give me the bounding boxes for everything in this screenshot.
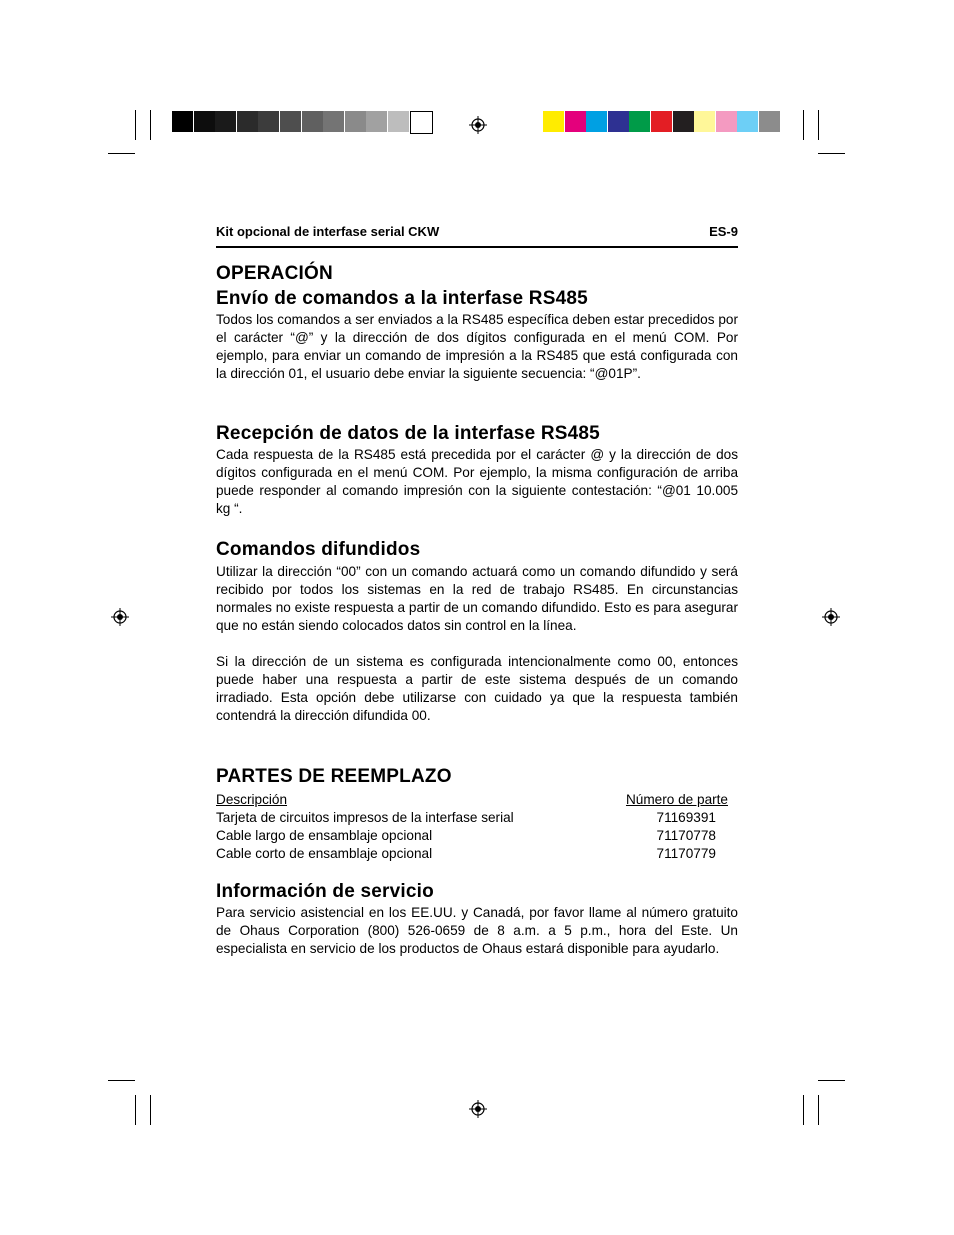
- registration-mark-icon: [469, 1100, 487, 1118]
- paragraph: Todos los comandos a ser enviados a la RS485 específica deben estar precedidos por el carácter “@” y la dirección de dos dígitos configurada en el menú COM. Por ejemplo, para enviar un comando de impresión a la RS485 que está configurada con la dirección 01, el usuario debe enviar la siguiente secuencia: “@01P”.: [216, 312, 738, 381]
- header-rule: [216, 246, 738, 248]
- crop-mark: [108, 153, 135, 154]
- crop-mark: [818, 110, 819, 140]
- color-swatch: [737, 111, 758, 132]
- color-swatch: [388, 111, 409, 132]
- color-swatch: [759, 111, 780, 132]
- crop-mark: [818, 1080, 845, 1081]
- crop-mark: [135, 110, 136, 140]
- section-heading: Envío de comandos a la interfase RS485: [216, 288, 588, 309]
- color-swatch: [194, 111, 215, 132]
- paragraph: Utilizar la dirección “00” con un comando actuará como un comando difundido y será recibido por todos los sistemas en la red de trabajo RS485. En circunstancias normales no existe respuesta a partir de un comando difundido. Esto es para asegurar que no están siendo colocados datos sin control en la línea.: [216, 564, 738, 633]
- table-row: [216, 827, 738, 845]
- crop-mark: [818, 153, 845, 154]
- paragraph: Cada respuesta de la RS485 está precedida por el carácter @ y la dirección de dos dígitos configurada en el menú COM. Por ejemplo, la misma configuración de arriba puede responder al comando impresión con la siguiente contestación: “@01 10.005 kg “.: [216, 447, 738, 516]
- crop-mark: [818, 1095, 819, 1125]
- crop-mark: [150, 1095, 151, 1125]
- crop-mark: [803, 110, 804, 140]
- table-row: [216, 809, 738, 827]
- paragraph: Para servicio asistencial en los EE.UU. y Canadá, por favor llame al número gratuito de Ohaus Corporation (800) 526-0659 de 8 a.m. a 5 p.m., hora del Este. Un especialista en servicio de los productos de Ohaus estará disponible para ayudarlo.: [216, 905, 738, 956]
- color-swatch: [237, 111, 258, 132]
- color-swatch: [172, 111, 193, 132]
- part-description: Cable largo de ensamblaje opcional: [216, 828, 433, 843]
- section-heading: Recepción de datos de la interfase RS485: [216, 423, 600, 444]
- page-number: ES-9: [709, 224, 738, 239]
- color-swatch: [651, 111, 672, 132]
- color-swatch: [608, 111, 629, 132]
- header-title: Kit opcional de interfase serial CKW: [216, 224, 440, 239]
- section-heading: PARTES DE REEMPLAZO: [216, 766, 452, 787]
- parts-table: [216, 791, 738, 863]
- color-swatch: [410, 111, 433, 134]
- color-swatch: [543, 111, 564, 132]
- column-header-part-number: Número de parte: [625, 792, 728, 807]
- color-swatch: [258, 111, 279, 132]
- crop-mark: [150, 110, 151, 140]
- color-swatch: [629, 111, 650, 132]
- table-row: [216, 845, 738, 863]
- color-swatch: [565, 111, 586, 132]
- color-swatch: [673, 111, 694, 132]
- section-body: [216, 446, 738, 518]
- color-swatch: [215, 111, 236, 132]
- running-header: [216, 224, 738, 239]
- part-number: 71169391: [656, 810, 716, 825]
- color-swatch: [586, 111, 607, 132]
- color-swatch: [694, 111, 715, 132]
- section-heading: Comandos difundidos: [216, 539, 421, 560]
- color-swatch: [323, 111, 344, 132]
- section-body: [216, 904, 738, 958]
- crop-mark: [803, 1095, 804, 1125]
- section-body: [216, 563, 738, 725]
- part-description: Cable corto de ensamblaje opcional: [216, 846, 433, 861]
- color-swatch: [280, 111, 301, 132]
- column-header-description: Descripción: [216, 792, 288, 807]
- registration-mark-icon: [822, 608, 840, 626]
- color-swatch: [302, 111, 323, 132]
- color-swatch: [366, 111, 387, 132]
- part-description: Tarjeta de circuitos impresos de la interfase serial: [216, 810, 514, 825]
- section-body: [216, 311, 738, 383]
- crop-mark: [108, 1080, 135, 1081]
- part-number: 71170779: [656, 846, 716, 861]
- color-swatch: [716, 111, 737, 132]
- section-heading: Información de servicio: [216, 881, 434, 902]
- section-heading: OPERACIÓN: [216, 263, 333, 284]
- color-swatch: [345, 111, 366, 132]
- parts-header-row: [216, 791, 738, 809]
- part-number: 71170778: [656, 828, 716, 843]
- crop-mark: [135, 1095, 136, 1125]
- registration-mark-icon: [469, 116, 487, 134]
- paragraph: Si la dirección de un sistema es configurada intencionalmente como 00, entonces puede haber una respuesta a partir de este sistema después de un comando irradiado. Esta opción debe utilizarse con cuidado ya que la respuesta también contendrá la dirección difundida 00.: [216, 654, 738, 723]
- registration-mark-icon: [111, 608, 129, 626]
